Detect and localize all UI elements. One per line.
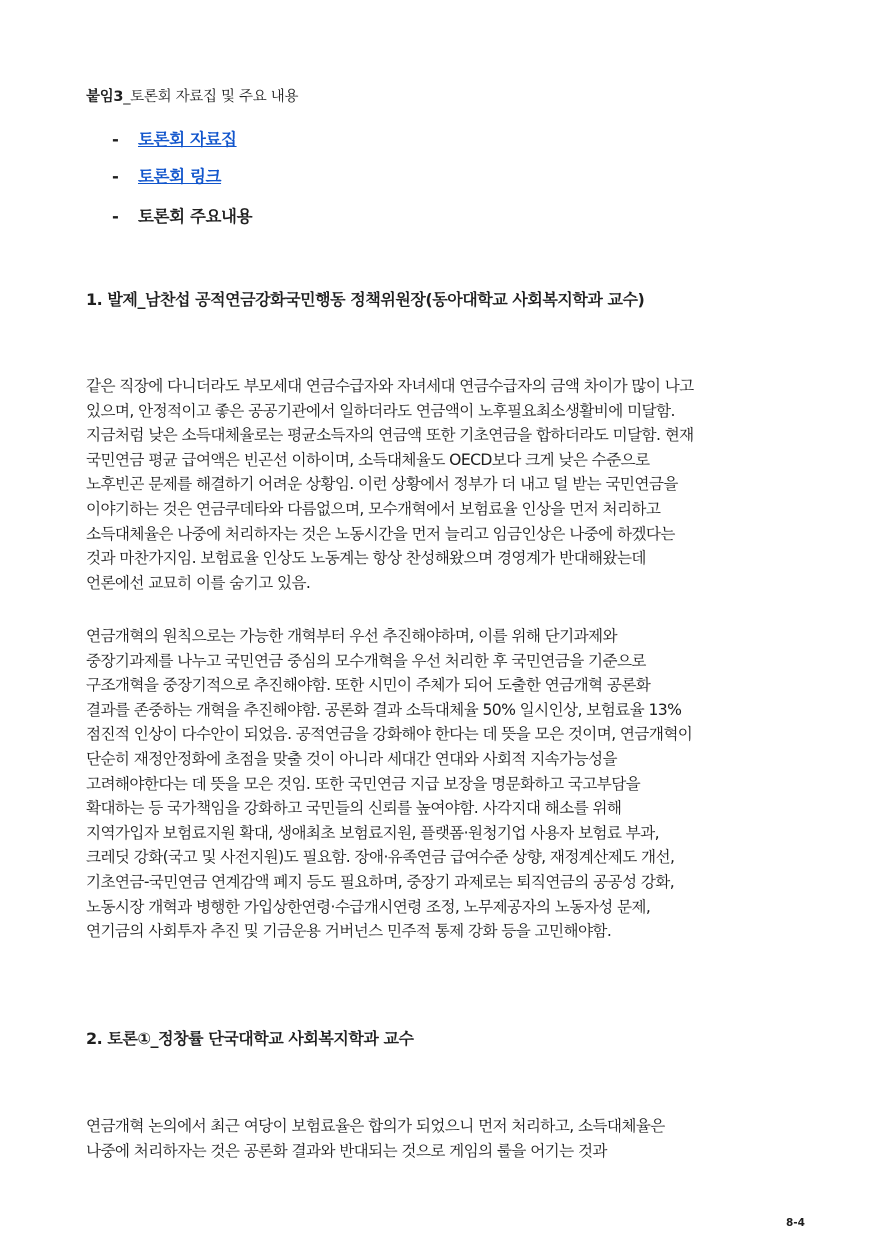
- section1-paragraph-1: [86, 374, 816, 595]
- text-line: 중장기과제를 나누고 국민연금 중심의 모수개혁을 우선 처리한 후 국민연금을 기준으로: [86, 651, 646, 670]
- summary-label: 토론회 주요내용: [138, 207, 253, 226]
- forum-link[interactable]: 토론회 링크: [138, 167, 222, 186]
- list-item-booklet: [112, 126, 237, 150]
- attachment-subtitle: _토론회 자료집 및 주요 내용: [123, 89, 299, 105]
- text-line: 지역가입자 보험료지원 확대, 생애최초 보험료지원, 플랫폼·원청기업 사용자 보험료 부과,: [86, 823, 659, 842]
- text-line: 국민연금 평균 급여액은 빈곤선 이하이며, 소득대체율도 OECD보다 크게 낮은 수준으로: [86, 450, 650, 469]
- dash-bullet: -: [112, 207, 119, 226]
- text-line: 크레딧 강화(국고 및 사전지원)도 필요함. 장애·유족연금 급여수준 상향, 재정계산제도 개선,: [86, 848, 675, 867]
- text-line: 이야기하는 것은 연금쿠데타와 다름없으며, 모수개혁에서 보험료율 인상을 먼저 처리하고: [86, 499, 661, 518]
- text-line: 노후빈곤 문제를 해결하기 어려운 상황임. 이런 상황에서 정부가 더 내고 덜 받는 국민연금을: [86, 475, 678, 494]
- text-line: 있으며, 안정적이고 좋은 공공기관에서 일하더라도 연금액이 노후필요최소생활비에 미달함.: [86, 401, 675, 420]
- list-item-link: [112, 163, 221, 187]
- text-line: 연금개혁 논의에서 최근 여당이 보험료율은 합의가 되었으니 먼저 처리하고, 소득대체율은: [86, 1117, 665, 1135]
- dash-bullet: -: [112, 130, 119, 149]
- text-line: 같은 직장에 다니더라도 부모세대 연금수급자와 자녀세대 연금수급자의 금액 차이가 많이 나고: [86, 377, 694, 395]
- section1-paragraph-2: [86, 624, 816, 944]
- text-line: 것과 마찬가지임. 보험료율 인상도 노동계는 항상 찬성해왔으며 경영계가 반대해왔는데: [86, 549, 646, 568]
- text-line: 연기금의 사회투자 추진 및 기금운용 거버넌스 민주적 통제 강화 등을 고민해야함.: [86, 922, 612, 941]
- text-line: 결과를 존중하는 개혁을 추진해야함. 공론화 결과 소득대체율 50% 일시인상, 보험료율 13%: [86, 700, 682, 719]
- text-line: 구조개혁을 중장기적으로 추진해야함. 또한 시민이 주체가 되어 도출한 연금개혁 공론화: [86, 676, 651, 695]
- list-item-summary: [112, 203, 252, 227]
- text-line: 기초연금-국민연금 연계감액 폐지 등도 필요하며, 중장기 과제로는 퇴직연금의 공공성 강화,: [86, 872, 675, 891]
- text-line: 확대하는 등 국가책임을 강화하고 국민들의 신뢰를 높여야함. 사각지대 해소를 위해: [86, 799, 622, 818]
- section2-heading: 2. 토론①_정창률 단국대학교 사회복지학과 교수: [86, 1029, 414, 1048]
- dash-bullet: -: [112, 167, 119, 186]
- booklet-link[interactable]: 토론회 자료집: [138, 130, 237, 149]
- text-line: 점진적 인상이 다수안이 되었음. 공적연금을 강화해야 한다는 데 뜻을 모은 것이며, 연금개혁이: [86, 725, 693, 744]
- section1-heading: 1. 발제_남찬섭 공적연금강화국민행동 정책위원장(동아대학교 사회복지학과 교수): [86, 290, 645, 309]
- page-number: 8-4: [786, 1217, 805, 1229]
- text-line: 언론에선 교묘히 이를 숨기고 있음.: [86, 573, 311, 592]
- text-line: 지금처럼 낮은 소득대체율로는 평균소득자의 연금액 또한 기초연금을 합하더라도 미달함. 현재: [86, 426, 694, 445]
- text-line: 단순히 재정안정화에 초점을 맞출 것이 아니라 세대간 연대와 사회적 지속가능성을: [86, 749, 617, 768]
- attachment-title: [86, 85, 298, 106]
- section2-paragraph-1: [86, 1114, 816, 1163]
- text-line: 노동시장 개혁과 병행한 가입상한연령·수급개시연령 조정, 노무제공자의 노동자성 문제,: [86, 897, 651, 916]
- attachment-label: 붙임3: [86, 89, 124, 105]
- text-line: 연금개혁의 원칙으로는 가능한 개혁부터 우선 추진해야하며, 이를 위해 단기과제와: [86, 627, 617, 645]
- text-line: 나중에 처리하자는 것은 공론화 결과와 반대되는 것으로 게임의 룰을 어기는 것과: [86, 1141, 607, 1160]
- text-line: 소득대체율은 나중에 처리하자는 것은 노동시간을 먼저 늘리고 임금인상은 나중에 하겠다는: [86, 524, 675, 543]
- text-line: 고려해야한다는 데 뜻을 모은 것임. 또한 국민연금 지급 보장을 명문화하고 국고부담을: [86, 774, 641, 793]
